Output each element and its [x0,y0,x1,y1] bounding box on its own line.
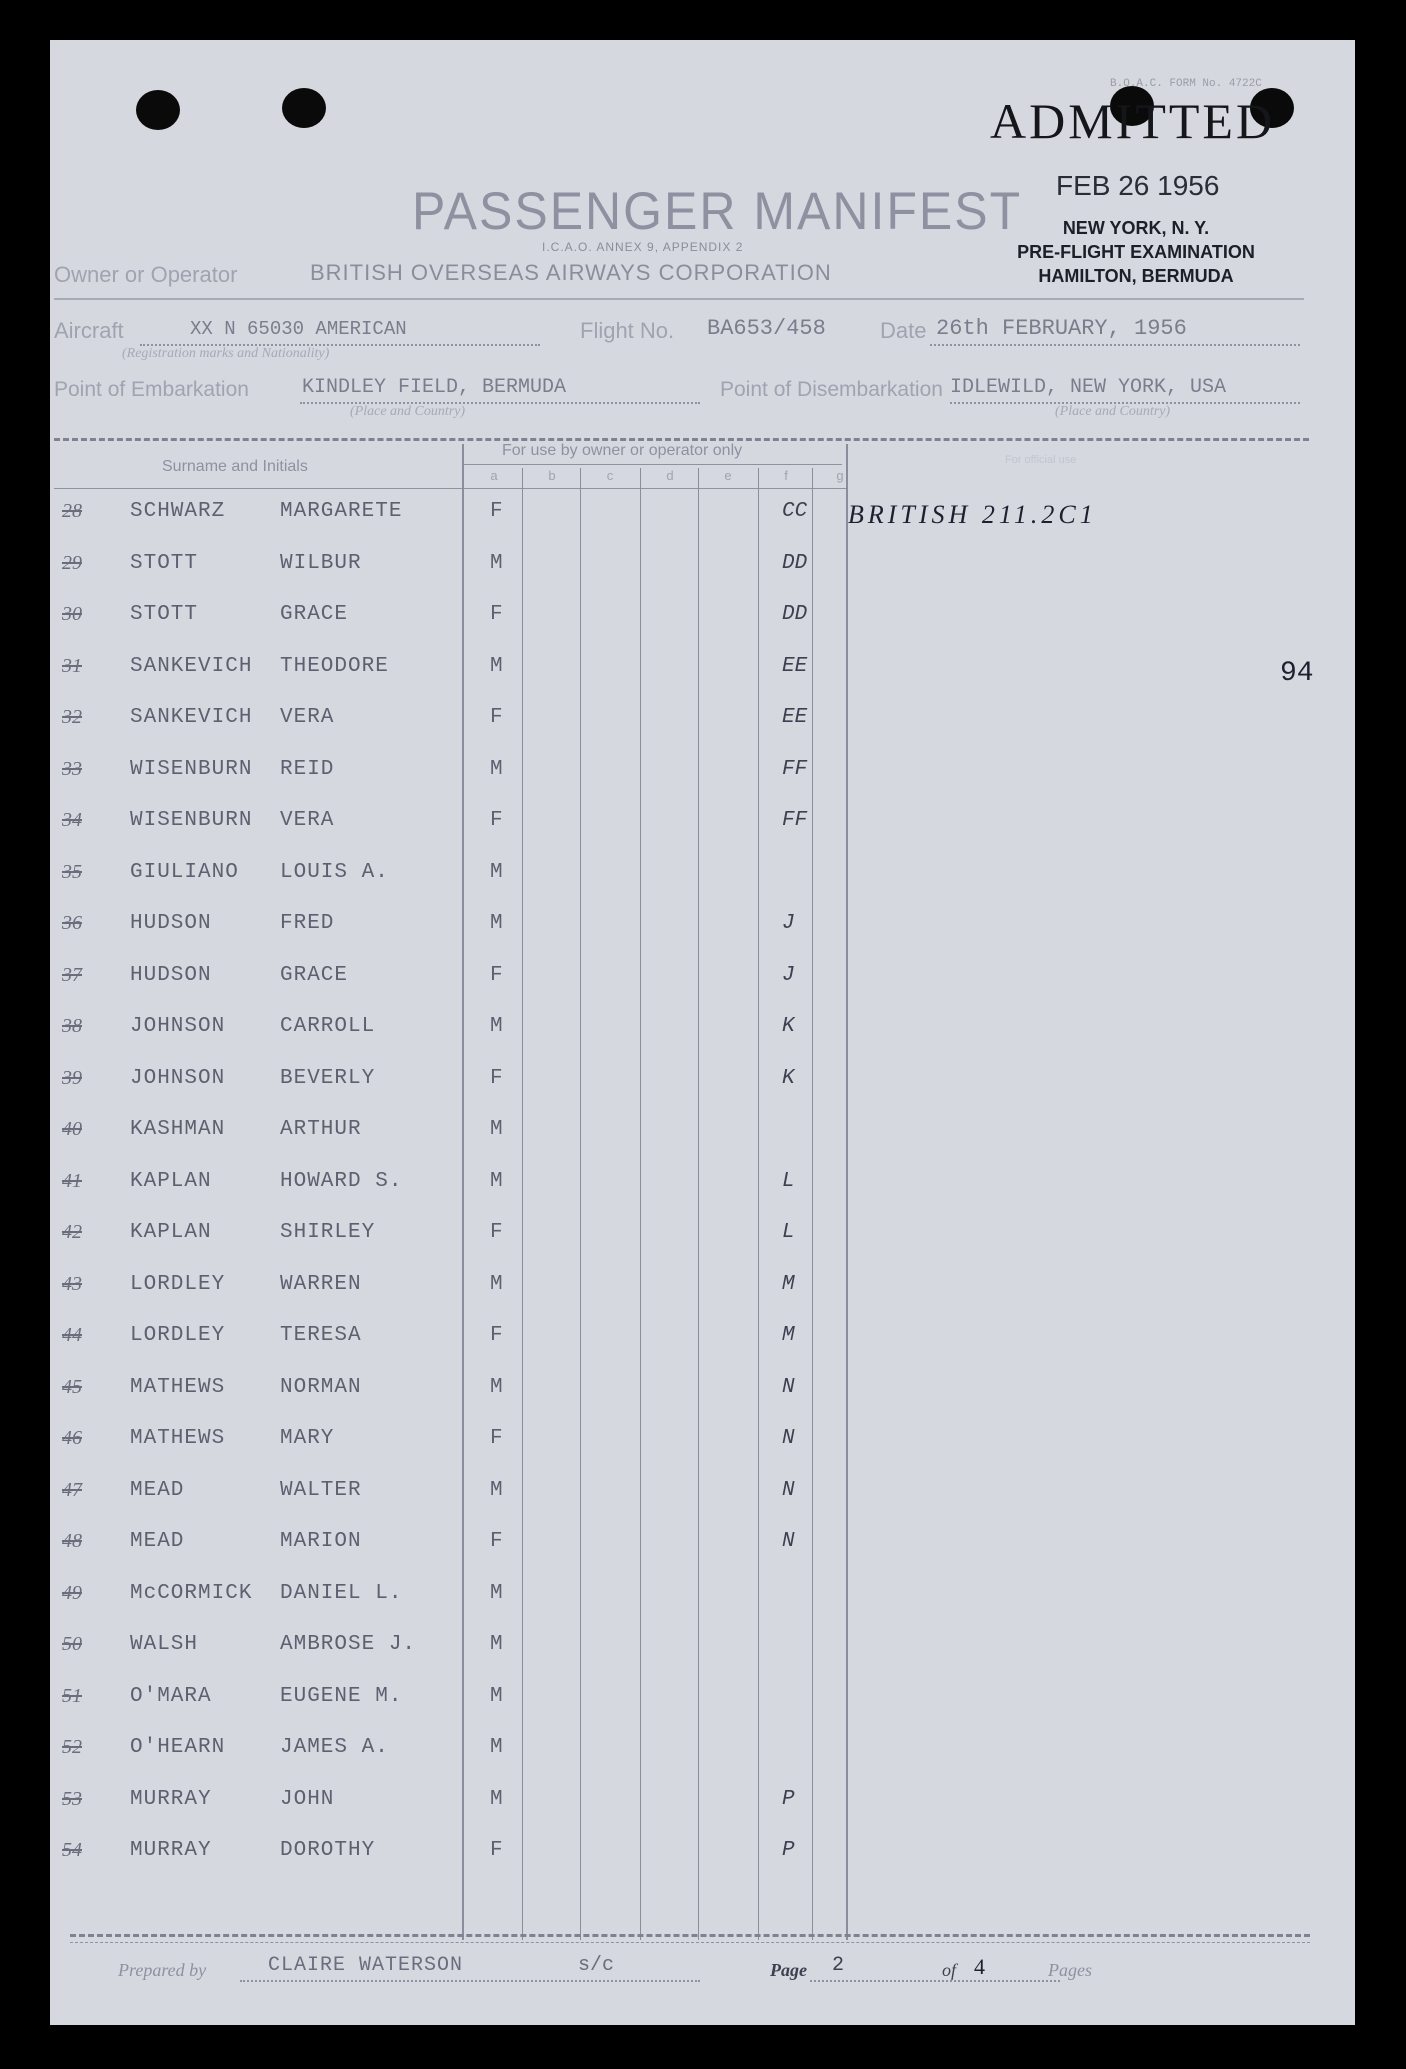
page-subtitle: I.C.A.O. ANNEX 9, APPENDIX 2 [542,240,744,254]
passenger-surname: MATHEWS [130,1376,226,1399]
row-number: 49 [62,1582,82,1604]
passenger-given-name: MARY [280,1427,335,1450]
row-number: 48 [62,1530,82,1552]
col-header-c: c [606,468,614,483]
page-value: 2 [832,1954,845,1977]
manifest-page [50,40,1355,2025]
table-row [50,500,1350,540]
table-row [50,861,1350,901]
row-number: 39 [62,1067,82,1089]
table-row [50,1067,1350,1107]
stamp-date: FEB 26 1956 [1056,170,1220,201]
passenger-given-name: WALTER [280,1479,362,1502]
row-number: 37 [62,964,82,986]
table-row [50,603,1350,643]
table-row [50,912,1350,952]
passenger-sex: M [490,861,503,884]
disembark-value: IDLEWILD, NEW YORK, USA [950,376,1227,399]
passenger-given-name: REID [280,758,335,781]
stamp-city: NEW YORK, N. Y. [1062,218,1210,238]
table-row [50,1015,1350,1055]
row-number: 36 [62,912,82,934]
passenger-surname: WISENBURN [130,809,253,832]
passenger-group: M [782,1324,795,1347]
col-header-d: d [666,468,674,483]
passenger-given-name: NORMAN [280,1376,362,1399]
row-number: 45 [62,1376,82,1398]
passenger-group: CC [782,500,808,523]
row-number: 30 [62,603,82,625]
passenger-sex: M [490,1273,503,1296]
flight-value: BA653/458 [707,316,826,341]
passenger-given-name: THEODORE [280,655,389,678]
passenger-given-name: EUGENE M. [280,1685,403,1708]
row-number: 38 [62,1015,82,1037]
punch-hole-center [282,88,326,128]
table-row [50,1273,1350,1313]
passenger-sex: F [490,1839,503,1862]
row-number: 29 [62,552,82,574]
passenger-sex: F [490,706,503,729]
passenger-given-name: ARTHUR [280,1118,362,1141]
owner-value: BRITISH OVERSEAS AIRWAYS CORPORATION [310,260,832,285]
aircraft-label: Aircraft [54,318,124,343]
passenger-sex: M [490,912,503,935]
passenger-group: FF [782,758,808,781]
passenger-given-name: JAMES A. [280,1736,389,1759]
passenger-sex: F [490,500,503,523]
row-number: 47 [62,1479,82,1501]
passenger-group: M [782,1273,795,1296]
passenger-surname: HUDSON [130,912,212,935]
passenger-sex: F [490,1324,503,1347]
passenger-sex: F [490,1067,503,1090]
passenger-surname: SANKEVICH [130,706,253,729]
passenger-sex: F [490,603,503,626]
passenger-sex: M [490,1015,503,1038]
passenger-surname: MURRAY [130,1839,212,1862]
passenger-surname: GIULIANO [130,861,239,884]
passenger-sex: M [490,1479,503,1502]
row-number: 54 [62,1839,82,1861]
punch-hole-left [136,90,180,130]
passenger-sex: M [490,1633,503,1656]
passenger-surname: STOTT [130,552,199,575]
passenger-surname: STOTT [130,603,199,626]
passenger-group: J [782,964,795,987]
passenger-surname: MURRAY [130,1788,212,1811]
col-header-f: f [784,468,788,483]
passenger-sex: M [490,1582,503,1605]
passenger-surname: KAPLAN [130,1221,212,1244]
embark-note: (Place and Country) [350,404,466,419]
passenger-sex: M [490,1376,503,1399]
embark-value: KINDLEY FIELD, BERMUDA [302,376,567,399]
row-number: 44 [62,1324,82,1346]
date-value: 26th FEBRUARY, 1956 [936,316,1187,341]
table-row [50,758,1350,798]
passenger-group: EE [782,655,808,678]
row-number: 41 [62,1170,82,1192]
passenger-surname: LORDLEY [130,1324,226,1347]
passenger-sex: M [490,552,503,575]
page-label: Page [770,1960,807,1980]
passenger-sex: M [490,758,503,781]
row-number: 31 [62,655,82,677]
passenger-given-name: HOWARD S. [280,1170,403,1193]
table-row [50,1736,1350,1776]
passenger-surname: KAPLAN [130,1170,212,1193]
passenger-note: BRITISH 211.2C1 [848,500,1097,529]
passenger-group: N [782,1376,795,1399]
passenger-given-name: LOUIS A. [280,861,389,884]
side-page-number: 94 [1280,658,1314,689]
admitted-stamp: ADMITTED [990,93,1276,149]
table-row [50,1839,1350,1879]
table-row [50,552,1350,592]
row-number: 28 [62,500,82,522]
passenger-sex: M [490,1736,503,1759]
passenger-given-name: DANIEL L. [280,1582,403,1605]
disembark-note: (Place and Country) [1055,404,1171,419]
passenger-given-name: MARGARETE [280,500,403,523]
passenger-surname: McCORMICK [130,1582,253,1605]
table-row [50,1324,1350,1364]
passenger-sex: M [490,655,503,678]
passenger-surname: MATHEWS [130,1427,226,1450]
passenger-surname: HUDSON [130,964,212,987]
official-header: For official use [1005,454,1077,466]
row-number: 50 [62,1633,82,1655]
passenger-group: P [782,1788,795,1811]
table-row [50,964,1350,1004]
passenger-surname: JOHNSON [130,1015,226,1038]
table-row [50,1633,1350,1673]
passenger-group: N [782,1427,795,1450]
passenger-surname: KASHMAN [130,1118,226,1141]
table-row [50,1118,1350,1158]
passenger-surname: MEAD [130,1479,185,1502]
passenger-given-name: GRACE [280,603,349,626]
passenger-given-name: JOHN [280,1788,335,1811]
passenger-surname: SCHWARZ [130,500,226,523]
operator-header: For use by owner or operator only [502,442,743,459]
col-header-a: a [490,468,498,483]
passenger-group: DD [782,552,808,575]
passenger-given-name: GRACE [280,964,349,987]
table-row [50,1170,1350,1210]
of-value: 4 [974,1954,985,1979]
row-number: 46 [62,1427,82,1449]
passenger-surname: JOHNSON [130,1067,226,1090]
aircraft-value: XX N 65030 AMERICAN [190,318,407,340]
date-label: Date [880,318,927,343]
passenger-group: DD [782,603,808,626]
row-number: 53 [62,1788,82,1810]
passenger-given-name: MARION [280,1530,362,1553]
passenger-group: L [782,1170,795,1193]
table-row [50,1376,1350,1416]
passenger-given-name: CARROLL [280,1015,376,1038]
stamp-exam: PRE-FLIGHT EXAMINATION [1017,242,1255,262]
passenger-group: K [782,1067,795,1090]
surname-header: Surname and Initials [162,458,308,475]
passenger-surname: LORDLEY [130,1273,226,1296]
prepared-label: Prepared by [118,1960,207,1980]
row-number: 51 [62,1685,82,1707]
passenger-sex: M [490,1118,503,1141]
passenger-sex: F [490,1427,503,1450]
passenger-given-name: VERA [280,809,335,832]
col-header-e: e [724,468,732,483]
passenger-surname: O'MARA [130,1685,212,1708]
passenger-given-name: AMBROSE J. [280,1633,417,1656]
aircraft-note: (Registration marks and Nationality) [122,346,330,361]
passenger-group: N [782,1479,795,1502]
table-row [50,1530,1350,1570]
table-row [50,1427,1350,1467]
table-row [50,706,1350,746]
row-number: 42 [62,1221,82,1243]
passenger-given-name: BEVERLY [280,1067,376,1090]
row-number: 35 [62,861,82,883]
passenger-group: K [782,1015,795,1038]
table-row [50,655,1350,695]
stamp-place: HAMILTON, BERMUDA [1038,266,1234,286]
prepared-suffix: s/c [578,1954,615,1977]
row-number: 43 [62,1273,82,1295]
passenger-group: FF [782,809,808,832]
owner-label: Owner or Operator [54,262,238,287]
passenger-given-name: VERA [280,706,335,729]
table-row [50,1788,1350,1828]
passenger-given-name: WARREN [280,1273,362,1296]
flight-label: Flight No. [580,318,675,343]
passenger-group: EE [782,706,808,729]
form-number: B.O.A.C. FORM No. 4722C [1110,78,1262,90]
table-row [50,1582,1350,1622]
passenger-given-name: SHIRLEY [280,1221,376,1244]
passenger-group: N [782,1530,795,1553]
row-number: 34 [62,809,82,831]
passenger-sex: F [490,1530,503,1553]
prepared-value: CLAIRE WATERSON [268,1954,464,1977]
col-header-b: b [548,468,556,483]
passenger-given-name: WILBUR [280,552,362,575]
passenger-surname: WISENBURN [130,758,253,781]
passenger-sex: F [490,1221,503,1244]
row-number: 40 [62,1118,82,1140]
passenger-surname: O'HEARN [130,1736,226,1759]
table-row [50,1221,1350,1261]
row-number: 33 [62,758,82,780]
disembark-label: Point of Disembarkation [720,378,943,401]
passenger-group: P [782,1839,795,1862]
passenger-sex: M [490,1788,503,1811]
passenger-surname: MEAD [130,1530,185,1553]
row-number: 32 [62,706,82,728]
passenger-group: L [782,1221,795,1244]
row-number: 52 [62,1736,82,1758]
table-row [50,809,1350,849]
table-row [50,1479,1350,1519]
page-title: PASSENGER MANIFEST [412,181,1023,241]
embark-label: Point of Embarkation [54,378,249,401]
col-header-g: g [836,468,844,483]
passenger-surname: SANKEVICH [130,655,253,678]
of-label: of [942,1960,957,1980]
table-row [50,1685,1350,1725]
passenger-group: J [782,912,795,935]
passenger-sex: F [490,964,503,987]
passenger-given-name: DOROTHY [280,1839,376,1862]
passenger-given-name: FRED [280,912,335,935]
passenger-surname: WALSH [130,1633,199,1656]
passenger-sex: M [490,1170,503,1193]
passenger-sex: F [490,809,503,832]
passenger-sex: M [490,1685,503,1708]
page-suffix: Pages [1048,1960,1092,1980]
passenger-given-name: TERESA [280,1324,362,1347]
